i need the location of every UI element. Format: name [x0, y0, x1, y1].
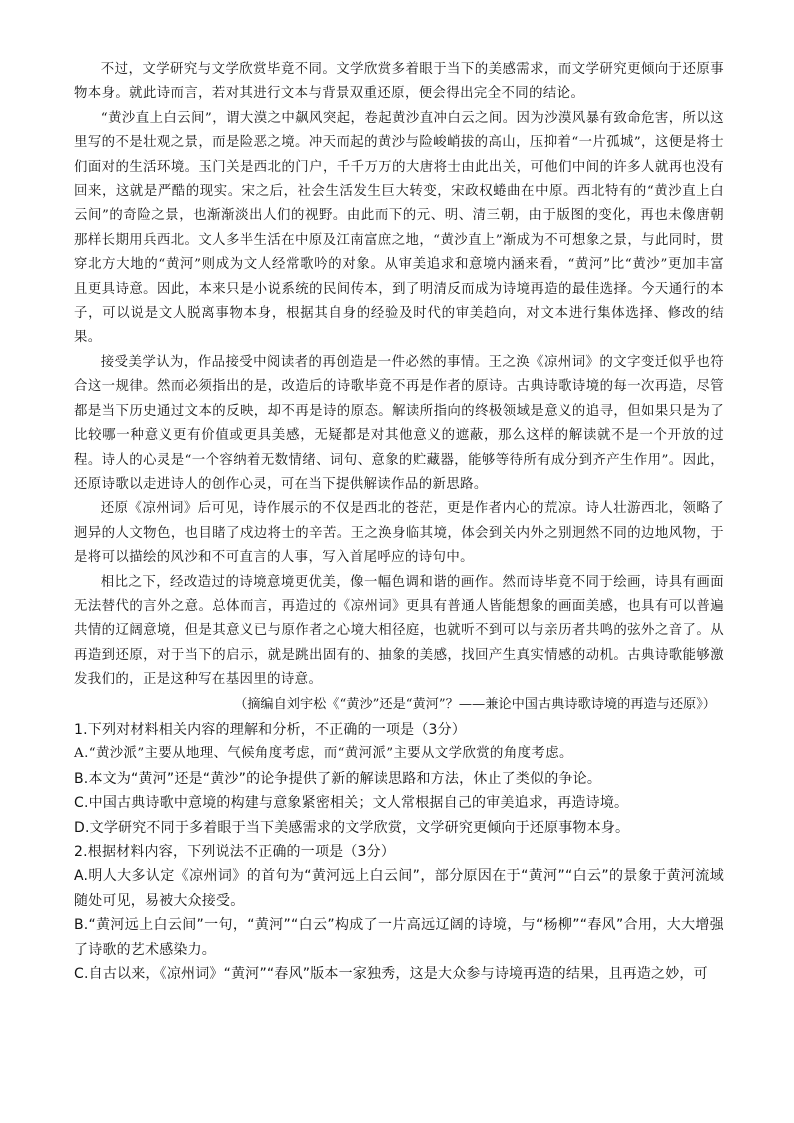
question-2-option-a: A.明人大多认定《凉州词》的首句为“黄河远上白云间”，部分原因在于“黄河”“白云”的景象于黄河流域随处可见，易被大众接受。 — [74, 868, 724, 909]
question-2 — [74, 840, 724, 986]
question-2-option-b: B.“黄河远上白云间”一句，“黄河”“白云”构成了一片高远辽阔的诗境，与“杨柳”“春风”合用，大大增强了诗歌的艺术感染力。 — [74, 917, 724, 958]
question-1-option-d: D.文学研究不同于多着眼于当下美感需求的文学欣赏，文学研究更倾向于还原事物本身。 — [74, 819, 630, 836]
passage-paragraph-4: 还原《凉州词》后可见，诗作展示的不仅是西北的苍茫，更是作者内心的荒凉。诗人壮游西北，领略了迥异的人文物色，也目睹了戍边将士的辛苦。王之涣身临其境，体会到关内外之别迥然不同的边地风物，于是将可以描绘的风沙和不可直言的人事，写入首尾呼应的诗句中。 — [74, 501, 724, 566]
question-section — [74, 718, 724, 986]
passage-paragraph-2: “黄沙直上白云间”，谓大漠之中飙风突起，卷起黄沙直冲白云之间。因为沙漠风暴有致命危害，所以这里写的不是壮观之景，而是险恶之境。冲天而起的黄沙与险峻峭拔的高山，压抑着“一片孤城”，这便是将士们面对的生活环境。玉门关是西北的门户，千千万万的大唐将士由此出关，可他们中间的许多人就再也没有回来，这就是严酷的现实。宋之后，社会生活发生巨大转变，宋政权蜷曲在中原。西北特有的“黄沙直上白云间”的奇险之景，也渐渐淡出人们的视野。由此而下的元、明、清三朝，由于版图的变化，再也未像唐朝那样长期用兵西北。文人多半生活在中原及江南富庶之地，“黄沙直上”渐成为不可想象之景，与此同时，贯穿北方大地的“黄河”则成为文人经常歌吟的对象。从审美追求和意境内涵来看，“黄河”比“黄沙”更加丰富且更具诗意。因此，本来只是小说系统的民间传本，到了明清反而成为诗境再造的最佳选择。今天通行的本子，可以说是文人脱离事物本身，根据其自身的经验及时代的审美趋向，对文本进行集体选择、修改的结果。 — [74, 110, 724, 346]
question-1-option-b: B.本文为“黄河”还是“黄沙”的论争提供了新的解读思路和方法，休止了类似的争论。 — [74, 770, 602, 787]
question-1 — [74, 718, 724, 840]
question-1-option-c: C.中国古典诗歌中意境的构建与意象紧密相关；文人常根据自己的审美追求，再造诗境。 — [74, 795, 629, 812]
question-1-stem: 1.下列对材料相关内容的理解和分析，不正确的一项是（3分） — [74, 721, 467, 738]
passage-paragraph-3: 接受美学认为，作品接受中阅读者的再创造是一件必然的事情。王之涣《凉州词》的文字变迁似乎也符合这一规律。然而必须指出的是，改造后的诗歌毕竟不再是作者的原诗。古典诗歌诗境的每一次再造，尽管都是当下历史通过文本的反映，却不再是诗的原态。解读所指向的终极领域是意义的追寻，但如果只是为了比较哪一种意义更有价值或更具美感，无疑都是对其他意义的遮蔽，那么这样的解读就不是一个开放的过程。诗人的心灵是“一个容纳着无数情绪、词句、意象的贮藏器，能够等待所有成分到齐产生作用”。因此，还原诗歌以走进诗人的创作心灵，可在当下提供解读作品的新思路。 — [74, 354, 724, 492]
question-2-option-c: C.自古以来，《凉州词》“黄河”“春风”版本一家独秀，这是大众参与诗境再造的结果，且再造之妙，可 — [74, 966, 708, 983]
question-1-option-a: A.“黄沙派”主要从地理、气候角度考虑，而“黄河派”主要从文学欣赏的角度考虑。 — [74, 746, 573, 762]
passage-paragraph-5: 相比之下，经改造过的诗境意境更优美，像一幅色调和谐的画作。然而诗毕竟不同于绘画，诗具有画面无法替代的言外之意。总体而言，再造过的《凉州词》更具有普通人皆能想象的画面美感，也具有可以普遍共情的辽阔意境，但是其意义已与原作者之心境大相径庭，也就听不到可以与亲历者共鸣的弦外之音了。从再造到还原，对于当下的启示，就是跳出固有的、抽象的美感，找回产生真实情感的动机。古典诗歌能够激发我们的，正是这种写在基因里的诗意。 — [74, 574, 724, 688]
passage-paragraph-1: 不过，文学研究与文学欣赏毕竟不同。文学欣赏多着眼于当下的美感需求，而文学研究更倾向于还原事物本身。就此诗而言，若对其进行文本与背景双重还原，便会得出完全不同的结论。 — [74, 62, 724, 102]
question-2-stem: 2.根据材料内容，下列说法不正确的一项是（3分） — [74, 844, 396, 860]
reading-passage — [74, 58, 724, 693]
passage-source-citation: （摘编自刘宇松《“黄沙”还是“黄河”？——兼论中国古典诗歌诗境的再造与还原》） — [234, 696, 716, 712]
